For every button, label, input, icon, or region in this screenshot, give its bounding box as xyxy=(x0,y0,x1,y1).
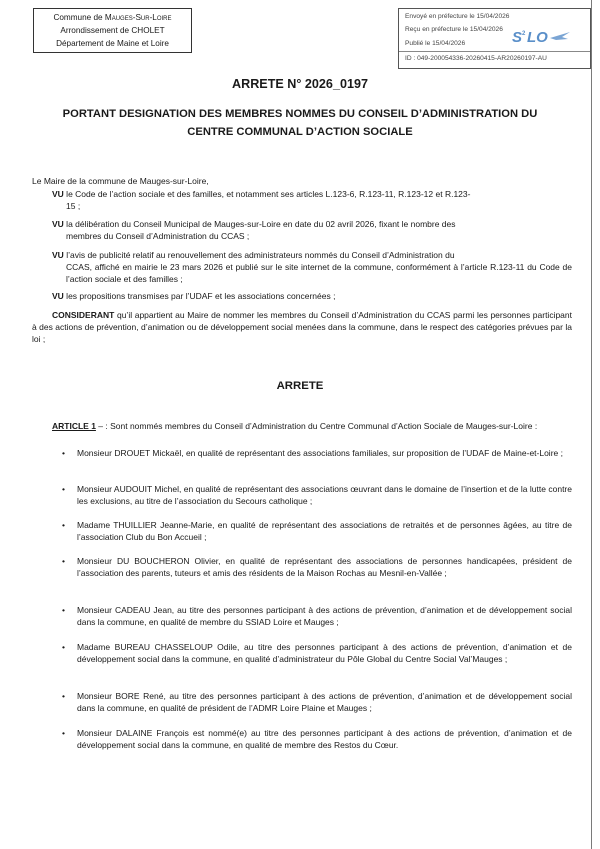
vu-text: le Code de l’action sociale et des familles, et notamment ses articles L.123-6, R.123-11, R.123-12 et R.123- xyxy=(63,189,471,199)
member-list-item xyxy=(62,447,572,459)
member-list-item xyxy=(62,727,572,751)
considerant-label: CONSIDERANT xyxy=(52,310,115,320)
vu-continuation: membres du Conseil d’Administration du CCAS ; xyxy=(66,231,250,242)
svg-text:LO: LO xyxy=(527,29,548,46)
vu-item xyxy=(52,218,572,242)
vu-label: VU xyxy=(52,219,64,229)
bullet-icon: • xyxy=(62,484,65,494)
commune-name-text: Mauges-Sur-Loire xyxy=(104,13,172,22)
bullet-icon: • xyxy=(62,556,65,566)
article-label: ARTICLE 1 xyxy=(52,421,96,431)
maire-intro: Le Maire de la commune de Mauges-sur-Loire, xyxy=(32,176,209,186)
member-text: Madame THUILLIER Jeanne-Marie, en qualité de représentant des associations de retraités et de personnes âgées, au titre de l’association Club du Bon Accueil ; xyxy=(77,520,572,543)
svg-text:2: 2 xyxy=(522,31,526,37)
subtitle-line-2: CENTRE COMMUNAL D’ACTION SOCIALE xyxy=(187,126,413,138)
bullet-icon: • xyxy=(62,728,65,738)
vu-continuation: CCAS, affiché en mairie le 23 mars 2026 et publié sur le site internet de la commune, conformément à l’article R.123-11 du Code de l’action sociale et des familles ; xyxy=(66,262,572,285)
member-text: Monsieur DALAINE François est nommé(e) au titre des personnes participant à des actions de prévention, d’animation et de développement social dans la commune, en qualité de membre des Restos du Cœur. xyxy=(77,728,572,751)
bullet-icon: • xyxy=(62,520,65,530)
vu-label: VU xyxy=(52,291,64,301)
vu-text: l’avis de publicité relatif au renouvellement des administrateurs nommés du Conseil d’Administration du xyxy=(66,250,455,260)
bullet-icon: • xyxy=(62,448,65,458)
subtitle xyxy=(20,105,580,141)
member-text: Madame BUREAU CHASSELOUP Odile, au titre des personnes participant à des actions de prévention, d’animation et de développement social dans la commune, en qualité d’administrateur du Pôle Global du Centre Social Val’Mauges ; xyxy=(77,642,572,665)
member-text: Monsieur DROUET Mickaël, en qualité de représentant des associations familiales, sur proposition de l’UDAF de Maine-et-Loire ; xyxy=(77,448,563,458)
member-text: Monsieur DU BOUCHERON Olivier, en qualité de représentant des associations de personnes handicapées, président de l’association des parents, tuteurs et amis des résidents de la Maison Rochas au Mesnil-en-Vallée ; xyxy=(77,556,572,579)
commune-header-box xyxy=(33,8,192,53)
member-list-item xyxy=(62,555,572,579)
received-date: Reçu en préfecture le 15/04/2026 xyxy=(405,26,503,34)
member-list-item xyxy=(62,690,572,714)
page-title: ARRETE N° 2026_0197 xyxy=(232,77,368,91)
arrete-heading: ARRETE xyxy=(276,380,324,392)
bullet-icon: • xyxy=(62,691,65,701)
bullet-icon: • xyxy=(62,642,65,652)
vu-item xyxy=(52,290,572,302)
article-text: – : Sont nommés membres du Conseil d’Administration du Centre Communal d’Action Sociale de Mauges-sur-Loire : xyxy=(95,421,538,431)
member-list-item xyxy=(62,641,572,665)
vu-text: les propositions transmises par l’UDAF et les associations concernées ; xyxy=(63,291,336,301)
commune-prefix: Commune de xyxy=(53,13,105,22)
member-list-item xyxy=(62,604,572,628)
member-text: Monsieur BORE René, au titre des personnes participant à des actions de prévention, d’animation et de développement social dans la commune, en qualité de président de l’ADMR Loire Plaine et Mauges ; xyxy=(77,691,572,714)
member-list-item xyxy=(62,519,572,543)
svg-text:S: S xyxy=(512,29,523,46)
article-1 xyxy=(52,420,572,432)
bullet-icon: • xyxy=(62,605,65,615)
member-text: Monsieur CADEAU Jean, au titre des personnes participant à des actions de prévention, d’animation et de développement social dans la commune, en qualité de membre du SSIAD Loire et Mauges ; xyxy=(77,605,572,628)
page-edge-line xyxy=(591,0,592,849)
slo-logo-icon xyxy=(512,27,572,47)
vu-continuation: 15 ; xyxy=(66,201,81,212)
subtitle-line-1: PORTANT DESIGNATION DES MEMBRES NOMMES DU CONSEIL D’ADMINISTRATION DU xyxy=(62,108,538,120)
member-text: Monsieur AUDOUIT Michel, en qualité de représentant des associations œuvrant dans le domaine de l’insertion et de la lutte contre les exclusions, au titre de l’association du Secours catholique ; xyxy=(77,484,572,507)
arrondissement: Arrondissement de CHOLET xyxy=(60,26,165,35)
considerant-paragraph xyxy=(32,309,572,346)
vu-label: VU xyxy=(52,189,64,199)
member-list-item xyxy=(62,483,572,507)
vu-item xyxy=(52,249,572,286)
departement: Département de Maine et Loire xyxy=(56,39,169,48)
published-date: Publié le 15/04/2026 xyxy=(405,39,466,47)
act-id: ID : 049-200054336-20260415-AR20260197-AU xyxy=(399,51,590,65)
commune-name xyxy=(34,11,191,24)
sent-date: Envoyé en préfecture le 15/04/2026 xyxy=(405,13,510,20)
considerant-text: qu’il appartient au Maire de nommer les membres du Conseil d’Administration du CCAS parmi les personnes participant à des actions de prévention, d’animation ou de développement social menées dans la commune, dans le respect des catégories prévues par la loi ; xyxy=(32,310,572,345)
vu-text: la délibération du Conseil Municipal de Mauges-sur-Loire en date du 02 avril 2026, fixant le nombre des xyxy=(63,219,456,229)
vu-label: VU xyxy=(52,250,64,260)
vu-item xyxy=(52,188,572,212)
